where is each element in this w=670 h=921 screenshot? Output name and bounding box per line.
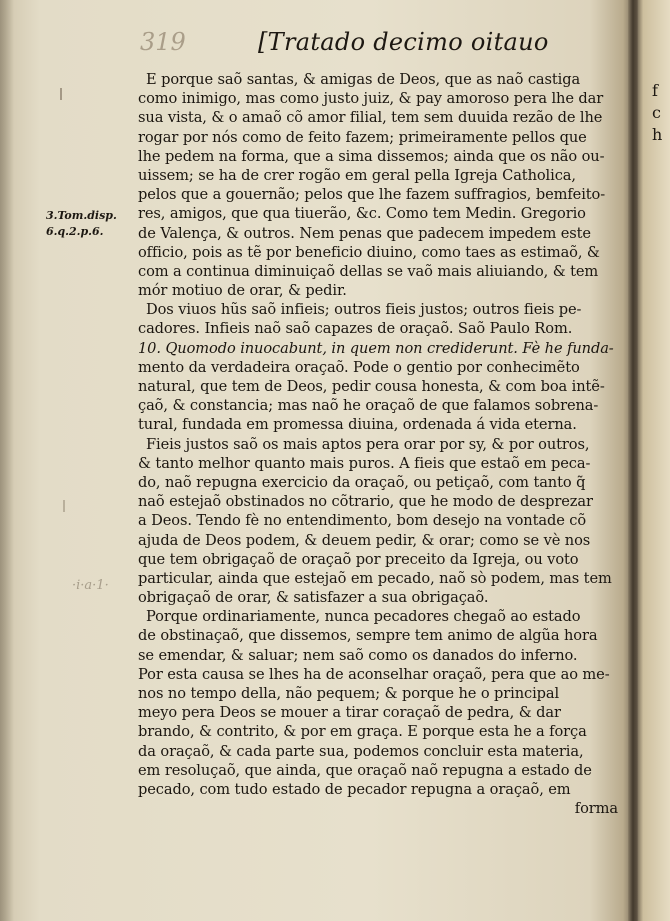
running-head [140,26,630,66]
text-line: res, amigos, que qua tiuerão, &c. Como tem Medin. Gregorio [138,205,586,223]
text-line: pecado, com tudo estado de pecador repugna a oraçaõ, em [138,780,571,798]
running-title: [Tratado decimo oitauo [258,28,549,56]
text-line: E porque saõ santas, & amigas de Deos, que as naõ castiga [146,71,581,88]
text-line: mór motiuo de orar, & pedir. [138,282,347,300]
text-line: sua vista, & o amaõ cõ amor filial, tem sem duuida rezão de lhe [138,109,603,127]
text-line: mento da verdadeira oraçaõ. Pode o gentio por conhecimẽto [138,358,580,376]
facing-page-edge [652,80,670,146]
ink-bleed-mark: ·i·a·1· [72,578,109,593]
book-gutter [628,0,638,921]
text-line: se emendar, & saluar; nem saõ como os danados do inferno. [138,646,578,664]
text-line: nos no tempo della, não pequem; & porque he o principal [138,685,560,702]
text-line: naõ estejaõ obstinados no cõtrario, que he modo de desprezar [138,493,593,511]
text-line: pelos que a gouernão; pelos que lhe fazem suffragios, bemfeito- [138,186,606,204]
text-line: com a continua diminuiçaõ dellas se vaõ mais aliuiando, & tem [138,262,599,280]
text-line: de obstinaçaõ, que dissemos, sempre tem animo de algũa hora [138,627,598,645]
catchword: forma [574,800,618,818]
text-line: rogar por nós como de feito fazem; primeiramente pellos que [138,128,587,146]
text-line: que tem obrigaçaõ de oraçaõ por preceito da Igreja, ou voto [138,550,579,568]
margin-citation [46,208,142,240]
text-line: obrigaçaõ de orar, & satisfazer a sua obrigaçaõ. [138,589,489,607]
text-line: Por esta causa se lhes ha de aconselhar oraçaõ, pera que ao me- [138,665,610,683]
text-line: çaõ, & constancia; mas naõ he oraçaõ de que falamos sobrena- [138,397,599,415]
text-line: de Valença, & outros. Nem penas que padecem impedem este [138,224,591,242]
page-edge-shadow [0,0,14,921]
text-line: natural, que tem de Deos, pedir cousa honesta, & com boa intẽ- [138,378,605,395]
text-line: ajuda de Deos podem, & deuem pedir, & orar; como se vè nos [138,531,591,549]
margin-tick-mark [60,88,62,100]
margin-citation-line: 6.q.2.p.6. [46,225,104,238]
margin-tick-mark [63,500,65,512]
text-line: 10. Quomodo inuocabunt, in quem non crediderunt. Fè he funda- [138,339,614,357]
page-number: 319 [140,28,186,56]
text-line: uissem; se ha de crer rogão em geral pella Igreja Catholica, [138,166,576,184]
facing-page-letter: f [652,81,658,100]
text-line: Porque ordinariamente, nunca pecadores chegaõ ao estado [146,608,581,626]
text-line: brando, & contrito, & por em graça. E porque esta he a força [138,723,587,741]
text-line: como inimigo, mas como justo juiz, & pay amoroso pera lhe dar [138,90,604,108]
text-line: a Deos. Tendo fè no entendimento, bom desejo na vontade cõ [138,512,587,530]
text-line: tural, fundada em promessa diuina, ordenada á vida eterna. [138,416,577,434]
text-line: particular, ainda que estejaõ em pecado, naõ sò podem, mas tem [138,569,612,587]
text-line: cadores. Infieis naõ saõ capazes de oraçaõ. Saõ Paulo Rom. [138,320,573,338]
margin-citation-line: 3.Tom.disp. [46,209,117,222]
text-line: Dos viuos hũs saõ infieis; outros fieis justos; outros fieis pe- [146,301,582,319]
text-line: meyo pera Deos se mouer a tirar coraçaõ de pedra, & dar [138,704,561,722]
text-line: lhe pedem na forma, que a sima dissemos; ainda que os não ou- [138,147,605,165]
text-line: do, naõ repugna exercicio da oraçaõ, ou petiçaõ, com tanto q̃ [138,473,586,491]
facing-page-letter: c [652,103,661,122]
facing-page-letter: h [652,125,663,144]
text-line: da oraçaõ, & cada parte sua, podemos concluir esta materia, [138,742,584,760]
text-line: em resoluçaõ, que ainda, que oraçaõ naõ repugna a estado de [138,761,592,779]
text-line: Fieis justos saõ os mais aptos pera orar por sy, & por outros, [146,435,590,453]
text-line: & tanto melhor quanto mais puros. A fieis que estaõ em peca- [138,454,591,472]
body-text [138,70,618,818]
text-line: officio, pois as tẽ por beneficio diuino, como taes as estimaõ, & [138,243,600,261]
